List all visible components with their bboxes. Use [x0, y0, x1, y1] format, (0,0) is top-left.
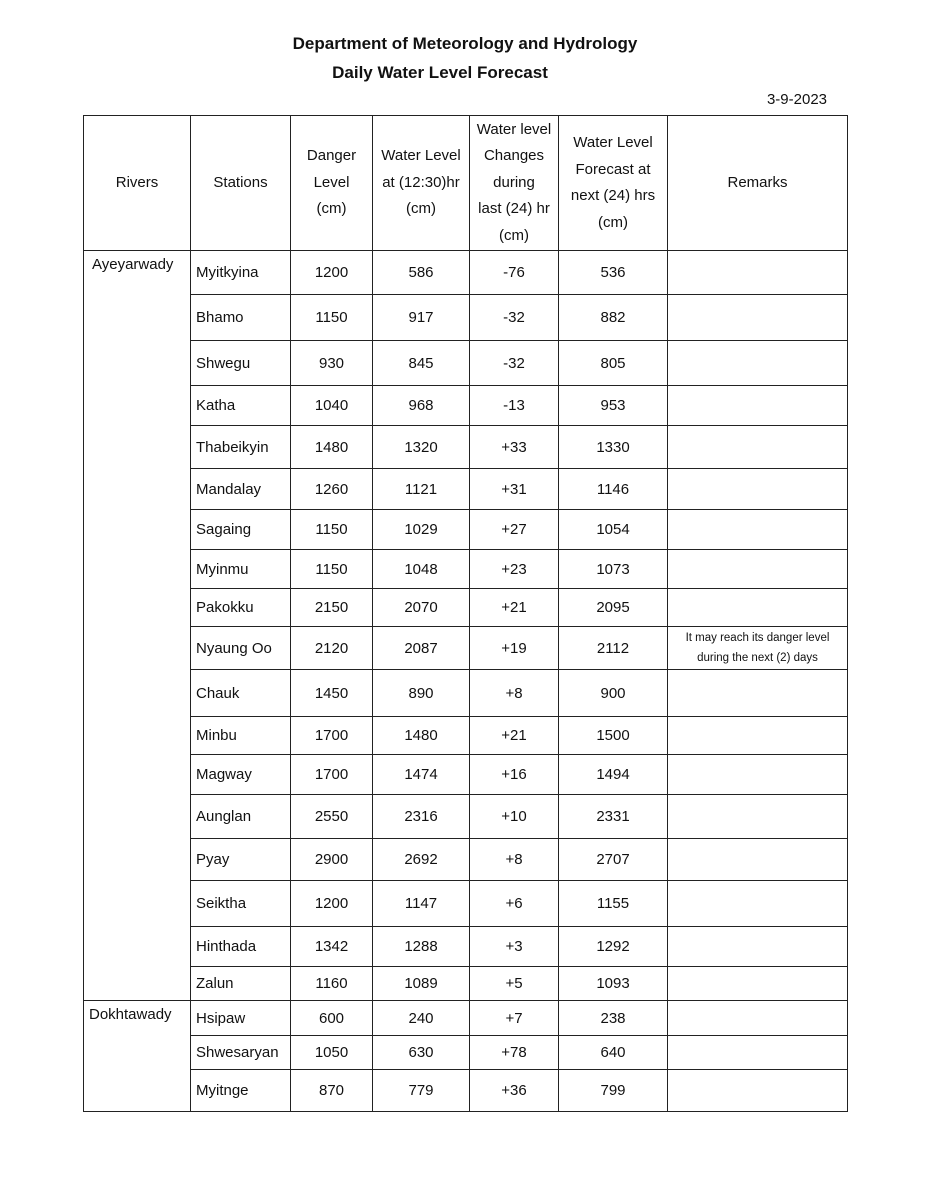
station-name: Myinmu [191, 550, 291, 589]
remark [668, 295, 848, 341]
table-row [84, 341, 848, 386]
danger-level: 2150 [291, 589, 373, 627]
remark [668, 469, 848, 510]
level-change: +10 [470, 795, 559, 839]
remark [668, 795, 848, 839]
water-level-header: Water Level at (12:30)hr (cm) [373, 116, 470, 251]
remark [668, 550, 848, 589]
table-row [84, 589, 848, 627]
level-change: -76 [470, 251, 559, 295]
danger-level: 2900 [291, 839, 373, 881]
station-name: Minbu [191, 717, 291, 755]
header-row [84, 116, 848, 251]
table-row [84, 881, 848, 927]
table-row [84, 967, 848, 1001]
forecast-level: 1330 [559, 426, 668, 469]
station-name: Katha [191, 386, 291, 426]
table-row [84, 1070, 848, 1112]
level-change: +19 [470, 627, 559, 670]
water-level: 2316 [373, 795, 470, 839]
danger-level-header: Danger Level (cm) [291, 116, 373, 251]
water-level: 586 [373, 251, 470, 295]
remark [668, 1001, 848, 1036]
forecast-level: 536 [559, 251, 668, 295]
danger-level: 1200 [291, 881, 373, 927]
table-row [84, 295, 848, 341]
forecast-level: 1494 [559, 755, 668, 795]
forecast-level: 1054 [559, 510, 668, 550]
forecast-level: 2112 [559, 627, 668, 670]
water-level: 1480 [373, 717, 470, 755]
table-row [84, 670, 848, 717]
level-change: +21 [470, 589, 559, 627]
table-row [84, 251, 848, 295]
station-name: Bhamo [191, 295, 291, 341]
table-row [84, 627, 848, 670]
water-level: 1089 [373, 967, 470, 1001]
forecast-level: 2707 [559, 839, 668, 881]
water-level: 1320 [373, 426, 470, 469]
forecast-level: 238 [559, 1001, 668, 1036]
danger-level: 1150 [291, 295, 373, 341]
forecast-level: 882 [559, 295, 668, 341]
water-level: 968 [373, 386, 470, 426]
remark [668, 755, 848, 795]
level-change: +8 [470, 670, 559, 717]
table-row [84, 927, 848, 967]
level-change: +3 [470, 927, 559, 967]
table-row [84, 717, 848, 755]
level-change: +8 [470, 839, 559, 881]
water-level: 1288 [373, 927, 470, 967]
water-level: 1121 [373, 469, 470, 510]
water-level-table [83, 115, 848, 1112]
level-change: +6 [470, 881, 559, 927]
danger-level: 930 [291, 341, 373, 386]
station-name: Pakokku [191, 589, 291, 627]
forecast-level: 640 [559, 1036, 668, 1070]
level-change-header: Water level Changes during last (24) hr (cm) [470, 116, 559, 251]
table-row [84, 426, 848, 469]
remark [668, 251, 848, 295]
remark [668, 1070, 848, 1112]
level-change: +16 [470, 755, 559, 795]
station-name: Nyaung Oo [191, 627, 291, 670]
danger-level: 1480 [291, 426, 373, 469]
station-name: Thabeikyin [191, 426, 291, 469]
forecast-level: 2095 [559, 589, 668, 627]
remark [668, 717, 848, 755]
river-ayeyarwady: Ayeyarwady [84, 251, 191, 1001]
stations-header: Stations [191, 116, 291, 251]
danger-level: 2120 [291, 627, 373, 670]
remark [668, 927, 848, 967]
station-name: Myitnge [191, 1070, 291, 1112]
forecast-level: 1292 [559, 927, 668, 967]
report-date: 3-9-2023 [766, 91, 827, 108]
forecast-level: 1093 [559, 967, 668, 1001]
water-level: 1048 [373, 550, 470, 589]
level-change: -32 [470, 341, 559, 386]
station-name: Pyay [191, 839, 291, 881]
table-row [84, 755, 848, 795]
forecast-level: 953 [559, 386, 668, 426]
remark [668, 510, 848, 550]
level-change: +36 [470, 1070, 559, 1112]
remark [668, 1036, 848, 1070]
level-change: +78 [470, 1036, 559, 1070]
station-name: Chauk [191, 670, 291, 717]
station-name: Seiktha [191, 881, 291, 927]
level-change: +5 [470, 967, 559, 1001]
forecast-level: 2331 [559, 795, 668, 839]
forecast-level: 1500 [559, 717, 668, 755]
level-change: +7 [470, 1001, 559, 1036]
water-level: 630 [373, 1036, 470, 1070]
water-level: 240 [373, 1001, 470, 1036]
water-level: 2070 [373, 589, 470, 627]
table-row [84, 1001, 848, 1036]
level-change: -32 [470, 295, 559, 341]
level-change: +33 [470, 426, 559, 469]
station-name: Hsipaw [191, 1001, 291, 1036]
danger-level: 1450 [291, 670, 373, 717]
danger-level: 1150 [291, 550, 373, 589]
forecast-title: Daily Water Level Forecast [332, 63, 548, 82]
water-level: 917 [373, 295, 470, 341]
table-row [84, 795, 848, 839]
danger-level: 1040 [291, 386, 373, 426]
forecast-level: 1073 [559, 550, 668, 589]
forecast-header: Water Level Forecast at next (24) hrs (cm) [559, 116, 668, 251]
forecast-level: 900 [559, 670, 668, 717]
danger-level: 1160 [291, 967, 373, 1001]
danger-level: 1700 [291, 755, 373, 795]
level-change: +31 [470, 469, 559, 510]
remark [668, 386, 848, 426]
remark-line: during the next (2) days [697, 652, 818, 664]
danger-level: 1150 [291, 510, 373, 550]
water-level: 2692 [373, 839, 470, 881]
water-level: 1474 [373, 755, 470, 795]
remark-line: It may reach its danger level [685, 632, 830, 644]
remarks-header: Remarks [668, 116, 848, 251]
level-change: +21 [470, 717, 559, 755]
station-name: Shwesaryan [191, 1036, 291, 1070]
remark [668, 839, 848, 881]
department-title: Department of Meteorology and Hydrology [292, 34, 638, 53]
forecast-level: 805 [559, 341, 668, 386]
table-row [84, 1036, 848, 1070]
water-level: 890 [373, 670, 470, 717]
river-dokhtawady: Dokhtawady [84, 1001, 191, 1112]
danger-level: 1700 [291, 717, 373, 755]
danger-level: 1342 [291, 927, 373, 967]
level-change: -13 [470, 386, 559, 426]
level-change: +23 [470, 550, 559, 589]
station-name: Shwegu [191, 341, 291, 386]
water-level: 1029 [373, 510, 470, 550]
rivers-header: Rivers [84, 116, 191, 251]
danger-level: 1050 [291, 1036, 373, 1070]
water-level: 845 [373, 341, 470, 386]
table-row [84, 839, 848, 881]
station-name: Hinthada [191, 927, 291, 967]
remark [668, 967, 848, 1001]
station-name: Aunglan [191, 795, 291, 839]
forecast-level: 1146 [559, 469, 668, 510]
danger-level: 870 [291, 1070, 373, 1112]
danger-level: 2550 [291, 795, 373, 839]
station-name: Magway [191, 755, 291, 795]
remark [668, 341, 848, 386]
table-row [84, 469, 848, 510]
water-level: 1147 [373, 881, 470, 927]
station-name: Mandalay [191, 469, 291, 510]
level-change: +27 [470, 510, 559, 550]
table-row [84, 550, 848, 589]
forecast-level: 1155 [559, 881, 668, 927]
danger-level: 1260 [291, 469, 373, 510]
danger-level: 1200 [291, 251, 373, 295]
station-name: Sagaing [191, 510, 291, 550]
station-name: Myitkyina [191, 251, 291, 295]
remark-danger-warning [668, 627, 848, 670]
remark [668, 426, 848, 469]
water-level: 779 [373, 1070, 470, 1112]
table-row [84, 386, 848, 426]
danger-level: 600 [291, 1001, 373, 1036]
remark [668, 589, 848, 627]
water-level: 2087 [373, 627, 470, 670]
remark [668, 670, 848, 717]
remark [668, 881, 848, 927]
table-row [84, 510, 848, 550]
station-name: Zalun [191, 967, 291, 1001]
forecast-level: 799 [559, 1070, 668, 1112]
